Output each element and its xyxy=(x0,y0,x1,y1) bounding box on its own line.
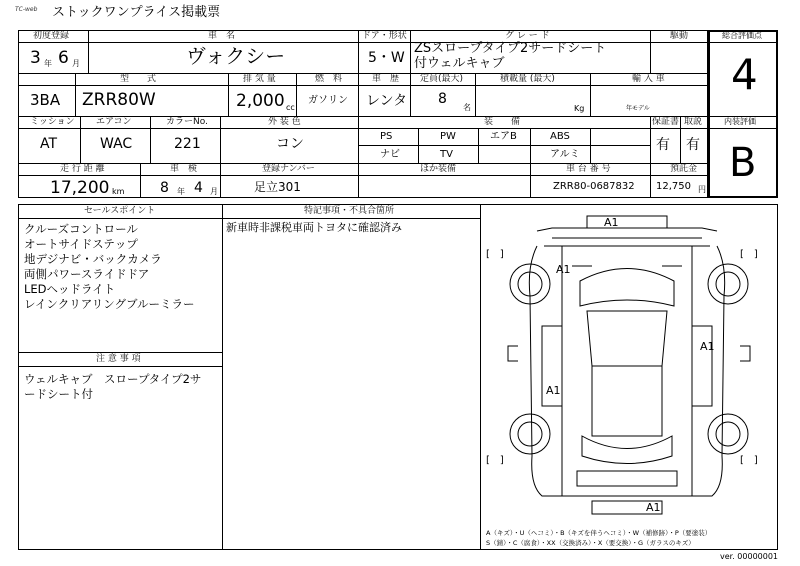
door-shape: 5・W xyxy=(368,50,405,66)
first-reg-year: 3 xyxy=(30,48,41,68)
equip-ps: PS xyxy=(380,131,393,142)
bracket: [ ] xyxy=(740,455,758,466)
warranty: 有 xyxy=(656,137,670,153)
equip-alloy: アルミ xyxy=(550,149,580,160)
model-prefix: 3BA xyxy=(30,91,61,109)
notes-text xyxy=(24,372,201,402)
displacement-unit: cc xyxy=(286,103,295,112)
interior-score: B xyxy=(729,140,757,186)
fuel-label: 燃 料 xyxy=(315,74,343,84)
warranty-label: 保証書 xyxy=(652,117,680,127)
special-title: 特記事項・不具合箇所 xyxy=(304,206,395,216)
bracket: [ ] xyxy=(486,249,504,260)
month-unit: 月 xyxy=(72,59,80,68)
equip-tv: TV xyxy=(440,149,453,160)
bracket: [ ] xyxy=(740,249,758,260)
chassis-no: ZRR80-0687832 xyxy=(553,181,635,192)
deposit: 12,750 xyxy=(656,181,691,192)
drive-label: 駆動 xyxy=(670,31,689,41)
grade-label: グ レ ー ド xyxy=(505,31,550,41)
color-no: 221 xyxy=(174,136,201,152)
deposit-label: 預託金 xyxy=(670,164,698,174)
plate: 足立301 xyxy=(254,180,301,194)
mission: AT xyxy=(40,136,58,152)
color-no-label: カラーNo. xyxy=(166,117,208,127)
exterior-label: 外 装 色 xyxy=(268,117,301,127)
grade-line1: ZSスロープタイプ2サードシート xyxy=(414,41,607,56)
import-unit: 年モデル xyxy=(626,105,650,112)
mileage-label: 走 行 距 離 xyxy=(60,164,105,174)
other-equip-label: ほか装備 xyxy=(420,164,457,174)
car-type-label: 車 歴 xyxy=(372,74,400,84)
sales-points-list xyxy=(24,222,195,312)
import-label: 輸 入 車 xyxy=(632,74,665,84)
fuel: ガソリン xyxy=(308,95,348,106)
inspection-month: 4 xyxy=(194,180,203,196)
model: ZRR80W xyxy=(82,90,156,110)
mileage: 17,200 xyxy=(50,178,110,198)
version: ver. 00000001 xyxy=(720,552,779,561)
sales-point: レインクリアリングブルーミラー xyxy=(24,297,195,311)
model-label: 型 式 xyxy=(120,74,157,84)
equip-airbag: エアB xyxy=(490,131,517,142)
load-unit: Kg xyxy=(574,104,585,113)
insp-month-unit: 月 xyxy=(210,187,218,196)
car-name: ヴォクシー xyxy=(186,44,286,68)
special-text: 新車時非課税車両トヨタに確認済み xyxy=(226,221,402,234)
equipment-label: 装 備 xyxy=(484,117,521,127)
page-title: ストックワンプライス掲載票 xyxy=(52,5,221,20)
car-diagram xyxy=(482,206,776,526)
aircon-label: エアコン xyxy=(96,117,132,127)
displacement: 2,000 xyxy=(236,91,285,111)
sales-point: LEDヘッドライト xyxy=(24,282,116,296)
equip-abs: ABS xyxy=(550,131,570,142)
load-label: 積載量 (最大) xyxy=(500,74,555,84)
car-name-label: 車 名 xyxy=(208,31,236,41)
damage-mark: A1 xyxy=(546,384,561,397)
car-type: レンタ xyxy=(366,93,408,109)
interior-score-label: 内装評価 xyxy=(724,117,756,126)
sales-point: クルーズコントロール xyxy=(24,222,138,236)
displacement-label: 排 気 量 xyxy=(243,74,276,84)
notes-line: ードシート付 xyxy=(24,387,93,401)
damage-mark: A1 xyxy=(604,216,619,229)
sales-point: オートサイドステップ xyxy=(24,237,138,251)
manual: 有 xyxy=(686,137,700,153)
inspection-label: 車 検 xyxy=(170,164,198,174)
overall-score-label: 総合評価点 xyxy=(722,31,762,40)
sales-points-title: セールスポイント xyxy=(84,206,156,216)
chassis-label: 車 台 番 号 xyxy=(566,164,611,174)
aircon: WAC xyxy=(100,136,133,152)
equip-navi: ナビ xyxy=(380,149,400,160)
damage-mark: A1 xyxy=(556,263,571,276)
capacity: 8 xyxy=(438,91,447,107)
capacity-label: 定員(最大) xyxy=(420,74,464,84)
overall-score: 4 xyxy=(731,50,758,99)
damage-mark: A1 xyxy=(700,340,715,353)
first-reg-month: 6 xyxy=(58,48,69,68)
mileage-unit: km xyxy=(112,187,125,196)
grade-line2: 付ウェルキャブ xyxy=(414,56,505,71)
capacity-unit: 名 xyxy=(463,103,471,112)
legend-line1: A（キズ）・U（ヘコミ）・B（キズを伴うヘコミ）・W（補修跡）・P（要塗装） xyxy=(486,529,712,537)
inspection-year: 8 xyxy=(160,180,169,196)
deposit-unit: 円 xyxy=(698,185,706,194)
plate-label: 登録ナンバー xyxy=(262,164,315,174)
first-reg-label: 初度登録 xyxy=(33,31,70,41)
logo: TC-web xyxy=(15,6,38,13)
damage-mark: A1 xyxy=(646,501,661,514)
legend-line2: S（錆）・C（腐食）・XX（交換済み）・X（要交換）・G（ガラスのキズ） xyxy=(486,539,695,547)
insp-year-unit: 年 xyxy=(177,187,185,196)
notes-line: ウェルキャブ スロープタイプ2サ xyxy=(24,372,202,386)
year-unit: 年 xyxy=(44,59,52,68)
manual-label: 取説 xyxy=(684,117,703,127)
sales-point: 両側パワースライドドア xyxy=(24,267,150,281)
equip-pw: PW xyxy=(440,131,456,142)
notes-title: 注 意 事 項 xyxy=(96,354,141,364)
sales-point: 地デジナビ・バックカメラ xyxy=(24,252,162,266)
door-shape-label: ドア・形状 xyxy=(362,31,407,41)
bracket: [ ] xyxy=(486,455,504,466)
exterior-color: コン xyxy=(276,136,304,152)
mission-label: ミッション xyxy=(30,117,75,127)
